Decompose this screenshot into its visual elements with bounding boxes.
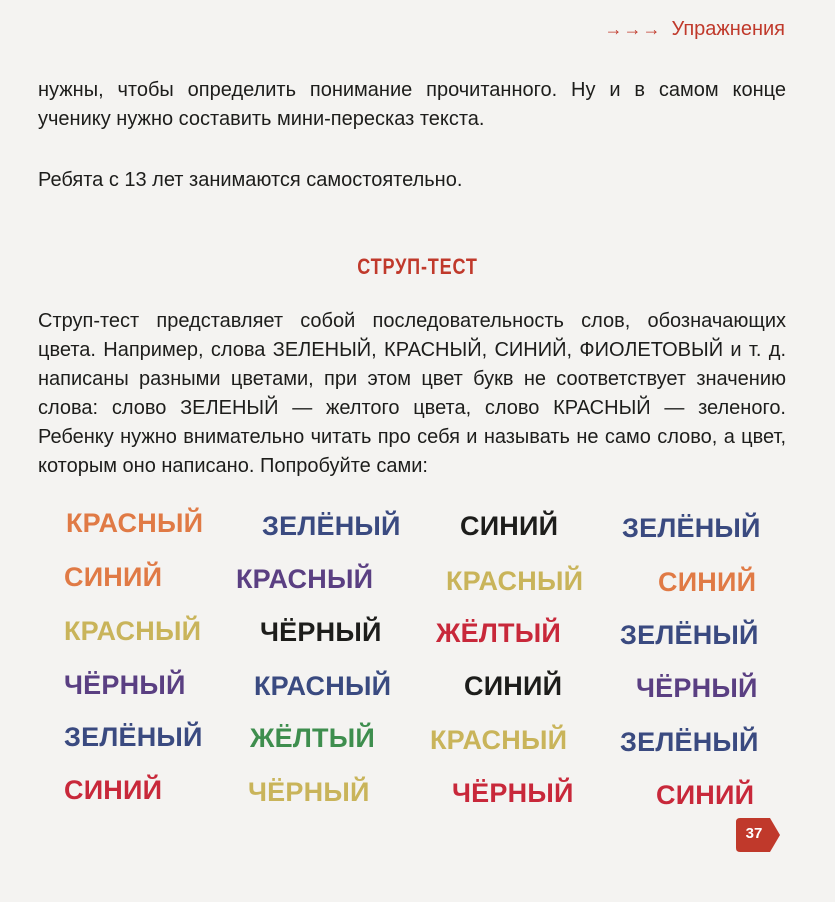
description-paragraph: Струп-тест представляет собой последовательность слов, обозначающих цвета. Например, слова ЗЕЛЕНЫЙ, КРАСНЫЙ, СИНИЙ, ФИОЛЕТОВЫЙ и т. д. написаны разными цветами, при этом цвет букв не соответствует значению слова: слово ЗЕЛЕНЫЙ — желтого цвета, слово КРАСНЫЙ — зеленого. Ребенку нужно внимательно читать про себя и называть не само слово, а цвет, которым оно написано. Попробуйте сами: [38,310,786,477]
stroop-word-r1c3: СИНИЙ [460,511,559,541]
stroop-word-r4c2: КРАСНЫЙ [254,671,392,701]
stroop-word-r4c3: СИНИЙ [464,671,563,701]
stroop-word-r3c2: ЧЁРНЫЙ [260,617,382,647]
section-label: Упражнения [671,18,785,40]
stroop-word-grid [40,503,800,823]
intro-paragraph: нужны, чтобы определить понимание прочитанного. Ну и в самом конце ученику нужно составить мини-пересказ текста. [38,79,786,130]
stroop-word-r3c1: КРАСНЫЙ [64,616,202,646]
age-note-paragraph: Ребята с 13 лет занимаются самостоятельно. [38,169,463,191]
stroop-word-r1c2: ЗЕЛЁНЫЙ [262,511,401,541]
stroop-word-r1c4: ЗЕЛЁНЫЙ [622,513,761,543]
stroop-word-r4c1: ЧЁРНЫЙ [64,670,186,700]
stroop-word-r1c1: КРАСНЫЙ [66,508,204,538]
stroop-word-r5c3: КРАСНЫЙ [430,725,568,755]
section-title: СТРУП-ТЕСТ [357,254,478,279]
stroop-word-r2c4: СИНИЙ [658,567,757,597]
stroop-word-r6c2: ЧЁРНЫЙ [248,777,370,807]
stroop-word-r5c2: ЖЁЛТЫЙ [250,723,375,753]
stroop-word-r6c1: СИНИЙ [64,775,163,805]
stroop-word-r3c4: ЗЕЛЁНЫЙ [620,620,759,650]
stroop-word-r5c1: ЗЕЛЁНЫЙ [64,722,203,752]
running-header [605,18,785,41]
stroop-word-r6c3: ЧЁРНЫЙ [452,778,574,808]
stroop-word-r2c1: СИНИЙ [64,562,163,592]
stroop-word-r5c4: ЗЕЛЁНЫЙ [620,727,759,757]
page-number-badge [736,818,780,852]
stroop-word-r2c2: КРАСНЫЙ [236,564,374,594]
page-number: 37 [745,825,763,842]
stroop-word-r3c3: ЖЁЛТЫЙ [436,618,561,648]
stroop-word-r2c3: КРАСНЫЙ [446,566,584,596]
stroop-word-r6c4: СИНИЙ [656,780,755,810]
arrows-decoration: →→→ [604,19,662,39]
stroop-word-r4c4: ЧЁРНЫЙ [636,673,758,703]
